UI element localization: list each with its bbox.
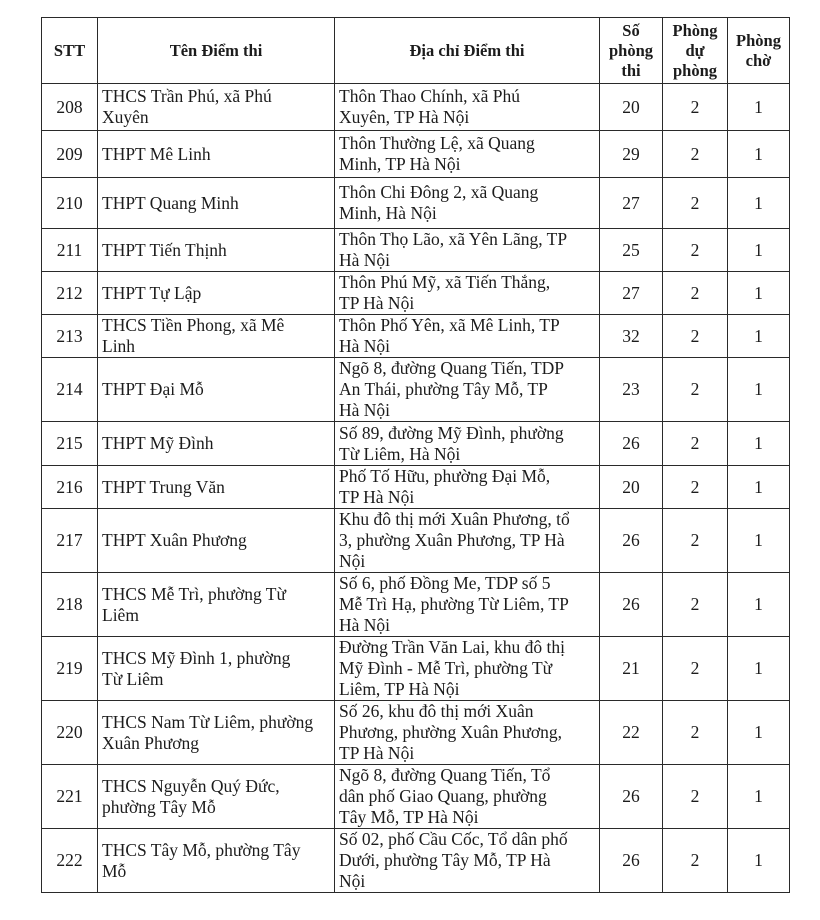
table-row <box>42 573 790 637</box>
cell-exam-rooms: 32 <box>600 315 663 358</box>
cell-venue-address: Thôn Thường Lệ, xã Quang Minh, TP Hà Nội <box>335 131 600 178</box>
table-row <box>42 466 790 509</box>
cell-waiting-rooms: 1 <box>728 272 790 315</box>
cell-venue-address: Đường Trần Văn Lai, khu đô thị Mỹ Đình - Mễ Trì, phường Từ Liêm, TP Hà Nội <box>335 637 600 701</box>
cell-exam-rooms: 27 <box>600 272 663 315</box>
cell-stt: 208 <box>42 84 98 131</box>
cell-backup-rooms: 2 <box>663 229 728 272</box>
cell-venue-name: THPT Tự Lập <box>98 272 335 315</box>
cell-stt: 209 <box>42 131 98 178</box>
table-row <box>42 829 790 893</box>
cell-stt: 215 <box>42 422 98 466</box>
table-row <box>42 272 790 315</box>
table-row <box>42 315 790 358</box>
cell-waiting-rooms: 1 <box>728 178 790 229</box>
cell-venue-address: Số 6, phố Đồng Me, TDP số 5 Mễ Trì Hạ, phường Từ Liêm, TP Hà Nội <box>335 573 600 637</box>
cell-stt: 210 <box>42 178 98 229</box>
cell-backup-rooms: 2 <box>663 272 728 315</box>
cell-stt: 211 <box>42 229 98 272</box>
cell-venue-address: Ngõ 8, đường Quang Tiến, TDP An Thái, phường Tây Mỗ, TP Hà Nội <box>335 358 600 422</box>
cell-venue-name: THPT Xuân Phương <box>98 509 335 573</box>
cell-backup-rooms: 2 <box>663 84 728 131</box>
cell-stt: 219 <box>42 637 98 701</box>
cell-backup-rooms: 2 <box>663 701 728 765</box>
cell-venue-name: THCS Tiền Phong, xã Mê Linh <box>98 315 335 358</box>
cell-waiting-rooms: 1 <box>728 637 790 701</box>
cell-stt: 222 <box>42 829 98 893</box>
cell-stt: 216 <box>42 466 98 509</box>
cell-waiting-rooms: 1 <box>728 701 790 765</box>
cell-exam-rooms: 25 <box>600 229 663 272</box>
cell-backup-rooms: 2 <box>663 765 728 829</box>
cell-venue-address: Khu đô thị mới Xuân Phương, tổ 3, phường Xuân Phương, TP Hà Nội <box>335 509 600 573</box>
table-row <box>42 701 790 765</box>
cell-venue-name: THPT Trung Văn <box>98 466 335 509</box>
cell-venue-name: THPT Tiến Thịnh <box>98 229 335 272</box>
cell-stt: 218 <box>42 573 98 637</box>
table-row <box>42 229 790 272</box>
header-venue-address: Địa chỉ Điểm thi <box>335 18 600 84</box>
cell-stt: 213 <box>42 315 98 358</box>
cell-venue-address: Thôn Thao Chính, xã Phú Xuyên, TP Hà Nội <box>335 84 600 131</box>
cell-venue-name: THPT Mỹ Đình <box>98 422 335 466</box>
cell-venue-name: THCS Tây Mỗ, phường Tây Mỗ <box>98 829 335 893</box>
cell-stt: 214 <box>42 358 98 422</box>
cell-venue-name: THPT Mê Linh <box>98 131 335 178</box>
cell-backup-rooms: 2 <box>663 466 728 509</box>
cell-venue-name: THCS Nam Từ Liêm, phường Xuân Phương <box>98 701 335 765</box>
cell-venue-name: THPT Quang Minh <box>98 178 335 229</box>
cell-venue-address: Số 02, phố Cầu Cốc, Tổ dân phố Dưới, phường Tây Mỗ, TP Hà Nội <box>335 829 600 893</box>
cell-backup-rooms: 2 <box>663 829 728 893</box>
cell-venue-address: Thôn Phú Mỹ, xã Tiến Thắng, TP Hà Nội <box>335 272 600 315</box>
cell-exam-rooms: 26 <box>600 509 663 573</box>
cell-venue-name: THPT Đại Mỗ <box>98 358 335 422</box>
cell-exam-rooms: 29 <box>600 131 663 178</box>
cell-waiting-rooms: 1 <box>728 765 790 829</box>
table-row <box>42 637 790 701</box>
table-row <box>42 131 790 178</box>
table-row <box>42 84 790 131</box>
cell-venue-name: THCS Mễ Trì, phường Từ Liêm <box>98 573 335 637</box>
cell-venue-address: Thôn Phố Yên, xã Mê Linh, TP Hà Nội <box>335 315 600 358</box>
cell-exam-rooms: 20 <box>600 466 663 509</box>
cell-waiting-rooms: 1 <box>728 509 790 573</box>
exam-venue-table <box>41 17 790 893</box>
cell-stt: 220 <box>42 701 98 765</box>
table-row <box>42 358 790 422</box>
cell-backup-rooms: 2 <box>663 315 728 358</box>
cell-stt: 221 <box>42 765 98 829</box>
cell-exam-rooms: 26 <box>600 573 663 637</box>
cell-waiting-rooms: 1 <box>728 829 790 893</box>
cell-venue-name: THCS Trần Phú, xã Phú Xuyên <box>98 84 335 131</box>
header-backup-rooms: Phòng dự phòng <box>663 18 728 84</box>
cell-venue-address: Ngõ 8, đường Quang Tiến, Tổ dân phố Giao Quang, phường Tây Mỗ, TP Hà Nội <box>335 765 600 829</box>
cell-backup-rooms: 2 <box>663 131 728 178</box>
cell-waiting-rooms: 1 <box>728 229 790 272</box>
cell-waiting-rooms: 1 <box>728 573 790 637</box>
cell-backup-rooms: 2 <box>663 573 728 637</box>
cell-stt: 212 <box>42 272 98 315</box>
cell-backup-rooms: 2 <box>663 637 728 701</box>
cell-waiting-rooms: 1 <box>728 315 790 358</box>
cell-backup-rooms: 2 <box>663 422 728 466</box>
cell-backup-rooms: 2 <box>663 178 728 229</box>
header-waiting-rooms: Phòng chờ <box>728 18 790 84</box>
cell-venue-name: THCS Mỹ Đình 1, phường Từ Liêm <box>98 637 335 701</box>
header-exam-rooms: Số phòng thi <box>600 18 663 84</box>
cell-exam-rooms: 26 <box>600 422 663 466</box>
cell-venue-address: Số 89, đường Mỹ Đình, phường Từ Liêm, Hà Nội <box>335 422 600 466</box>
cell-exam-rooms: 20 <box>600 84 663 131</box>
cell-exam-rooms: 23 <box>600 358 663 422</box>
table-row <box>42 422 790 466</box>
cell-venue-name: THCS Nguyễn Quý Đức, phường Tây Mỗ <box>98 765 335 829</box>
cell-waiting-rooms: 1 <box>728 131 790 178</box>
cell-venue-address: Phố Tố Hữu, phường Đại Mỗ, TP Hà Nội <box>335 466 600 509</box>
cell-waiting-rooms: 1 <box>728 422 790 466</box>
header-stt: STT <box>42 18 98 84</box>
cell-venue-address: Thôn Chi Đông 2, xã Quang Minh, Hà Nội <box>335 178 600 229</box>
cell-stt: 217 <box>42 509 98 573</box>
cell-exam-rooms: 26 <box>600 829 663 893</box>
cell-exam-rooms: 21 <box>600 637 663 701</box>
table-row <box>42 178 790 229</box>
table-header-row <box>42 18 790 84</box>
cell-exam-rooms: 27 <box>600 178 663 229</box>
cell-exam-rooms: 26 <box>600 765 663 829</box>
table-row <box>42 509 790 573</box>
cell-waiting-rooms: 1 <box>728 466 790 509</box>
cell-venue-address: Số 26, khu đô thị mới Xuân Phương, phường Xuân Phương, TP Hà Nội <box>335 701 600 765</box>
cell-exam-rooms: 22 <box>600 701 663 765</box>
table-row <box>42 765 790 829</box>
cell-backup-rooms: 2 <box>663 358 728 422</box>
cell-backup-rooms: 2 <box>663 509 728 573</box>
header-venue-name: Tên Điểm thi <box>98 18 335 84</box>
cell-venue-address: Thôn Thọ Lão, xã Yên Lãng, TP Hà Nội <box>335 229 600 272</box>
cell-waiting-rooms: 1 <box>728 358 790 422</box>
cell-waiting-rooms: 1 <box>728 84 790 131</box>
